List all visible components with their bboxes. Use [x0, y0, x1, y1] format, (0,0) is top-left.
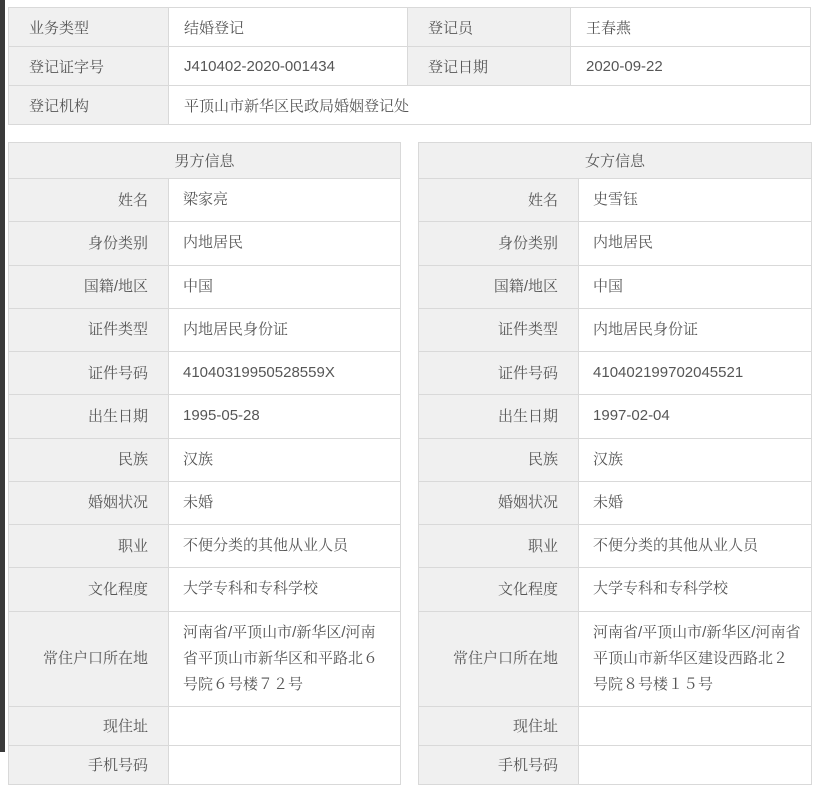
- field-value: 内地居民身份证: [169, 308, 401, 351]
- table-row: [9, 265, 401, 308]
- field-value: 汉族: [169, 438, 401, 481]
- field-value: [169, 707, 401, 746]
- registrar-label: 登记员: [408, 8, 571, 47]
- table-row: [9, 47, 811, 86]
- field-label: 姓名: [9, 179, 169, 222]
- field-label: 证件号码: [419, 352, 579, 395]
- field-label: 身份类别: [9, 222, 169, 265]
- field-value: 未婚: [579, 481, 812, 524]
- table-row: [419, 481, 812, 524]
- field-label: 证件类型: [9, 308, 169, 351]
- field-label: 身份类别: [419, 222, 579, 265]
- table-row: [419, 525, 812, 568]
- table-row: [419, 438, 812, 481]
- bride-info-table: [418, 142, 812, 785]
- registration-date-value: 2020-09-22: [571, 47, 811, 86]
- field-label: 常住户口所在地: [419, 611, 579, 707]
- business-type-value: 结婚登记: [169, 8, 408, 47]
- field-value: 内地居民: [579, 222, 812, 265]
- table-row: [9, 86, 811, 125]
- table-row: [9, 222, 401, 265]
- field-value: 410402199702045521: [579, 352, 812, 395]
- bride-table-title: 女方信息: [419, 143, 812, 179]
- field-value: 中国: [169, 265, 401, 308]
- field-label: 手机号码: [419, 746, 579, 785]
- table-row: [9, 481, 401, 524]
- registrar-value: 王春燕: [571, 8, 811, 47]
- table-row: [419, 179, 812, 222]
- certificate-no-value: J410402-2020-001434: [169, 47, 408, 86]
- field-label: 现住址: [9, 707, 169, 746]
- field-label: 证件类型: [419, 308, 579, 351]
- certificate-no-label: 登记证字号: [9, 47, 169, 86]
- business-type-label: 业务类型: [9, 8, 169, 47]
- field-label: 国籍/地区: [9, 265, 169, 308]
- table-row: [9, 143, 401, 179]
- table-row: [419, 265, 812, 308]
- field-label: 文化程度: [9, 568, 169, 611]
- field-value: 1997-02-04: [579, 395, 812, 438]
- table-row: [9, 525, 401, 568]
- table-row: [419, 568, 812, 611]
- table-row: [9, 8, 811, 47]
- field-label: 民族: [419, 438, 579, 481]
- field-value: 梁家亮: [169, 179, 401, 222]
- field-label: 婚姻状况: [9, 481, 169, 524]
- groom-table-title: 男方信息: [9, 143, 401, 179]
- field-value: 未婚: [169, 481, 401, 524]
- table-row: [9, 568, 401, 611]
- field-value: 大学专科和专科学校: [169, 568, 401, 611]
- field-value: 1995-05-28: [169, 395, 401, 438]
- registration-summary-table: [8, 7, 811, 125]
- table-row: [9, 438, 401, 481]
- table-row: [9, 308, 401, 351]
- groom-info-table: [8, 142, 401, 785]
- table-row: [9, 395, 401, 438]
- table-row: [9, 611, 401, 707]
- table-row: [9, 179, 401, 222]
- registration-office-label: 登记机构: [9, 86, 169, 125]
- field-label: 职业: [419, 525, 579, 568]
- field-label: 证件号码: [9, 352, 169, 395]
- table-row: [9, 707, 401, 746]
- field-value: 河南省/平顶山市/新华区/河南省平顶山市新华区建设西路北２号院８号楼１５号: [579, 611, 812, 707]
- table-row: [9, 352, 401, 395]
- field-label: 现住址: [419, 707, 579, 746]
- field-label: 常住户口所在地: [9, 611, 169, 707]
- field-label: 国籍/地区: [419, 265, 579, 308]
- table-row: [419, 395, 812, 438]
- field-label: 手机号码: [9, 746, 169, 785]
- field-value: 内地居民身份证: [579, 308, 812, 351]
- registration-office-value: 平顶山市新华区民政局婚姻登记处: [169, 86, 811, 125]
- table-row: [419, 308, 812, 351]
- field-value: 史雪钰: [579, 179, 812, 222]
- field-label: 姓名: [419, 179, 579, 222]
- field-value: 不便分类的其他从业人员: [169, 525, 401, 568]
- field-value: 汉族: [579, 438, 812, 481]
- field-value: 中国: [579, 265, 812, 308]
- table-row: [419, 707, 812, 746]
- field-label: 出生日期: [419, 395, 579, 438]
- field-value: 41040319950528559X: [169, 352, 401, 395]
- field-value: 大学专科和专科学校: [579, 568, 812, 611]
- field-label: 职业: [9, 525, 169, 568]
- window-edge-strip: [0, 0, 5, 752]
- table-row: [419, 143, 812, 179]
- field-label: 出生日期: [9, 395, 169, 438]
- table-row: [419, 222, 812, 265]
- table-row: [419, 352, 812, 395]
- field-value: 河南省/平顶山市/新华区/河南省平顶山市新华区和平路北６号院６号楼７２号: [169, 611, 401, 707]
- table-row: [419, 611, 812, 707]
- person-tables-row: [8, 142, 810, 785]
- field-value: [579, 707, 812, 746]
- field-label: 民族: [9, 438, 169, 481]
- registration-date-label: 登记日期: [408, 47, 571, 86]
- marriage-registration-page: [8, 7, 810, 785]
- field-value: 不便分类的其他从业人员: [579, 525, 812, 568]
- field-label: 文化程度: [419, 568, 579, 611]
- field-value: 内地居民: [169, 222, 401, 265]
- field-label: 婚姻状况: [419, 481, 579, 524]
